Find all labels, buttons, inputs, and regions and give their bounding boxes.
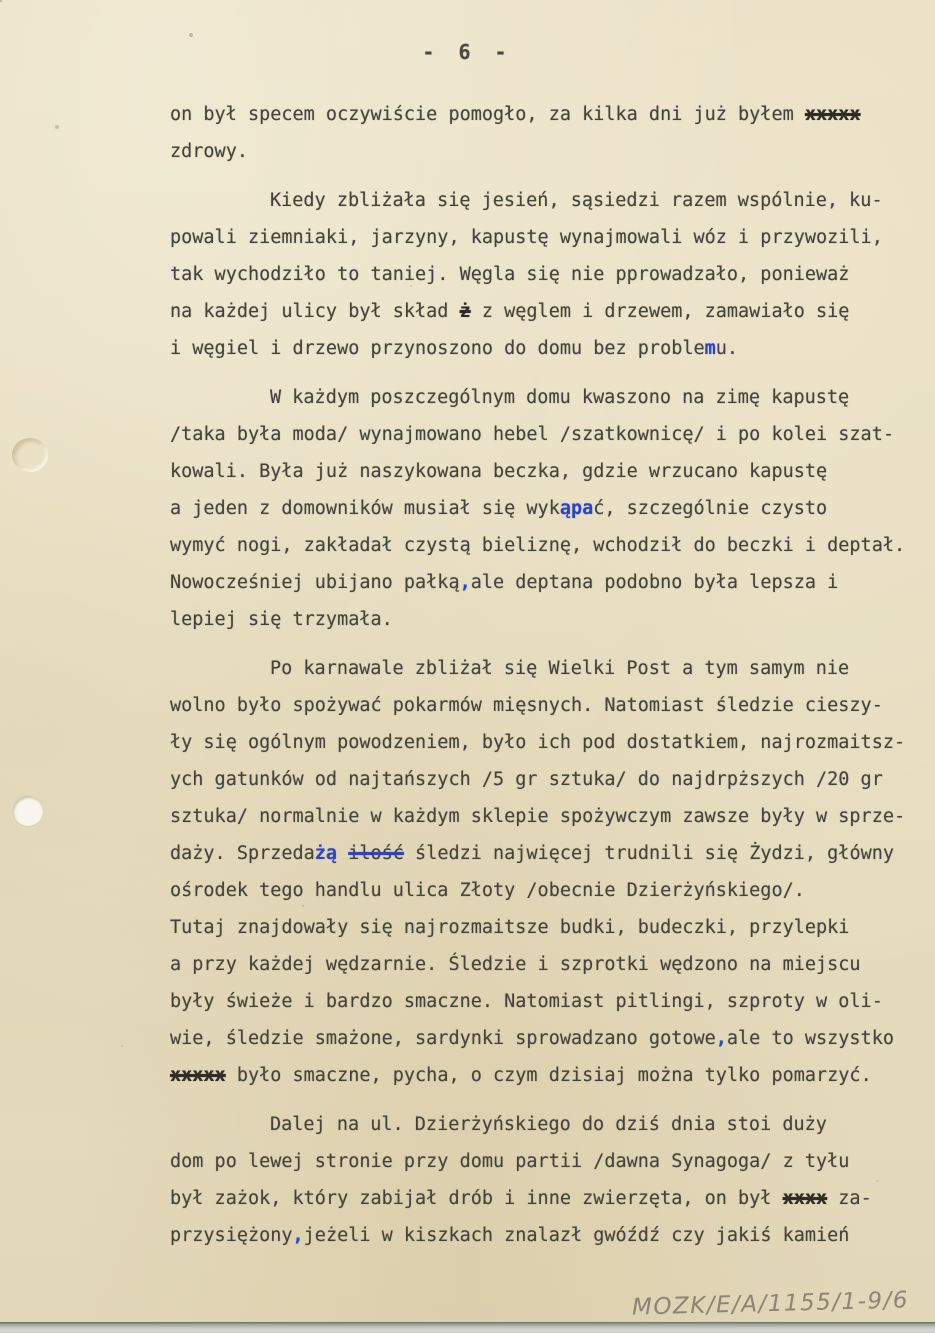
typed-text: a jeden z domowników musiał się wyk	[170, 498, 560, 519]
typed-text: dom po lewej stronie przy domu partii /dawna Synagoga/ z tyłu	[170, 1151, 850, 1172]
typed-text: jeżeli w kiszkach znalazł gwóźdź czy jakiś kamień	[303, 1225, 850, 1246]
text-line	[170, 909, 930, 946]
struck-out-text: ż	[459, 301, 471, 322]
text-line	[170, 687, 930, 724]
text-line	[170, 724, 930, 761]
typed-text: na każdej ulicy był skład	[170, 301, 460, 322]
typed-text: i węgiel i drzewo przynoszono do domu bez proble	[170, 338, 705, 359]
typed-text: za-	[827, 1188, 872, 1209]
typed-text: ych gatunków od najtańszych /5 gr sztuka/ do najdrpższych /20 gr	[170, 769, 883, 790]
typed-text: a przy każdej wędzarnie. Śledzie i szprotki wędzono na miejscu	[170, 954, 861, 975]
paragraph	[170, 1106, 930, 1254]
paragraph	[170, 650, 930, 1094]
ink-correction: ąpa	[559, 498, 594, 519]
text-line	[170, 416, 930, 453]
struck-out-text: xxxxx	[804, 104, 861, 125]
punch-hole-lower	[13, 796, 43, 826]
paragraph	[170, 182, 930, 367]
typed-text: wolno było spożywać pokarmów mięsnych. Natomiast śledzie cieszy-	[170, 695, 883, 716]
punch-hole-upper	[12, 438, 48, 472]
ink-correction: m	[704, 338, 716, 359]
typed-text: Dalej na ul. Dzierżyńskiego do dziś dnia stoi duży	[270, 1114, 827, 1135]
typed-text: kowali. Była już naszykowana beczka, gdzie wrzucano kapustę	[170, 461, 828, 482]
typed-text: on był specem oczywiście pomogło, za kilka dni już byłem	[170, 104, 805, 125]
ink-struck-text: ilość	[348, 843, 404, 864]
typed-text: Tutaj znajdowały się najrozmaitsze budki, budeczki, przylepki	[170, 917, 850, 938]
text-line	[170, 1217, 930, 1254]
text-line	[170, 1143, 930, 1180]
typed-text: W każdym poszczególnym domu kwaszono na zimę kapustę	[270, 387, 850, 408]
paper-specks	[0, 0, 2, 2]
text-line	[170, 798, 930, 835]
text-line	[170, 490, 930, 527]
typewritten-text	[170, 96, 930, 1254]
text-line	[170, 1106, 930, 1143]
page-number: - 6 -	[422, 40, 513, 64]
typed-text: wymyć nogi, zakładał czystą bieliznę, wchodził do beczki i deptał.	[170, 535, 906, 556]
typed-text: ć, szczególnie czysto	[593, 498, 828, 519]
text-line	[170, 835, 930, 872]
typed-text: był zażok, który zabijał drób i inne zwierzęta, on był	[170, 1188, 783, 1209]
typed-text: ale deptana podobno była lepsza i	[470, 572, 839, 593]
typed-text: zdrowy.	[170, 141, 248, 162]
typed-text: były świeże i bardzo smaczne. Natomiast pitlingi, szproty w oli-	[170, 991, 883, 1012]
text-line	[170, 564, 930, 601]
text-line	[170, 293, 930, 330]
typed-text: przysiężony	[170, 1225, 293, 1246]
typed-text: sztuka/ normalnie w każdym sklepie spożywczym zawsze były w sprze-	[170, 806, 906, 827]
typed-text: /taka była moda/ wynajmowano hebel /szatkownicę/ i po kolei szat-	[170, 424, 894, 445]
text-line	[170, 1020, 930, 1057]
text-line	[170, 133, 930, 170]
typed-text: u.	[715, 338, 739, 359]
text-line	[170, 330, 930, 367]
struck-out-text: xxxx	[782, 1188, 828, 1209]
typed-text: z węglem i drzewem, zamawiało się	[470, 301, 850, 322]
text-line	[170, 601, 930, 638]
ink-correction: ,	[459, 572, 471, 593]
paragraph	[170, 96, 930, 170]
text-line	[170, 96, 930, 133]
text-line	[170, 983, 930, 1020]
text-line	[170, 256, 930, 293]
typed-text: było smaczne, pycha, o czym dzisiaj można tylko pomarzyć.	[225, 1065, 872, 1086]
typed-text: śledzi najwięcej trudnili się Żydzi, główny	[403, 843, 894, 864]
typed-text: Po karnawale zbliżał się Wielki Post a tym samym nie	[270, 658, 850, 679]
text-line	[170, 761, 930, 798]
typed-text: wie, śledzie smażone, sardynki sprowadzano gotowe	[170, 1028, 716, 1049]
struck-out-text: xxxxx	[170, 1065, 226, 1086]
ink-correction: ,	[715, 1028, 727, 1049]
typed-text: powali ziemniaki, jarzyny, kapustę wynajmowali wóz i przywozili,	[170, 227, 883, 248]
typed-text: tak wychodziło to taniej. Węgla się nie pprowadzało, ponieważ	[170, 264, 850, 285]
text-line	[170, 182, 930, 219]
archive-reference: MOZK/E/A/1155/1-9/6	[631, 1287, 910, 1321]
typed-text	[337, 843, 348, 864]
typed-text: ale to wszystko	[726, 1028, 894, 1049]
text-line	[170, 219, 930, 256]
ink-correction: ,	[292, 1225, 304, 1246]
typed-text: lepiej się trzymała.	[170, 609, 393, 630]
typed-text: Kiedy zbliżała się jesień, sąsiedzi razem wspólnie, ku-	[270, 190, 883, 211]
text-line	[170, 946, 930, 983]
text-line	[170, 453, 930, 490]
text-line	[170, 650, 930, 687]
paragraph	[170, 379, 930, 638]
text-line	[170, 379, 930, 416]
typed-text: ośrodek tego handlu ulica Złoty /obecnie Dzierżyńskiego/.	[170, 880, 805, 901]
ink-correction: żą	[314, 843, 338, 864]
typed-text: Nowocześniej ubijano pałką	[170, 572, 460, 593]
text-line	[170, 1057, 930, 1094]
text-line	[170, 1180, 930, 1217]
text-line	[170, 527, 930, 564]
typed-text: daży. Sprzeda	[170, 843, 315, 864]
scan-edge	[0, 1322, 935, 1333]
typed-text: ły się ogólnym powodzeniem, było ich pod dostatkiem, najrozmaitsz-	[170, 732, 906, 753]
text-line	[170, 872, 930, 909]
